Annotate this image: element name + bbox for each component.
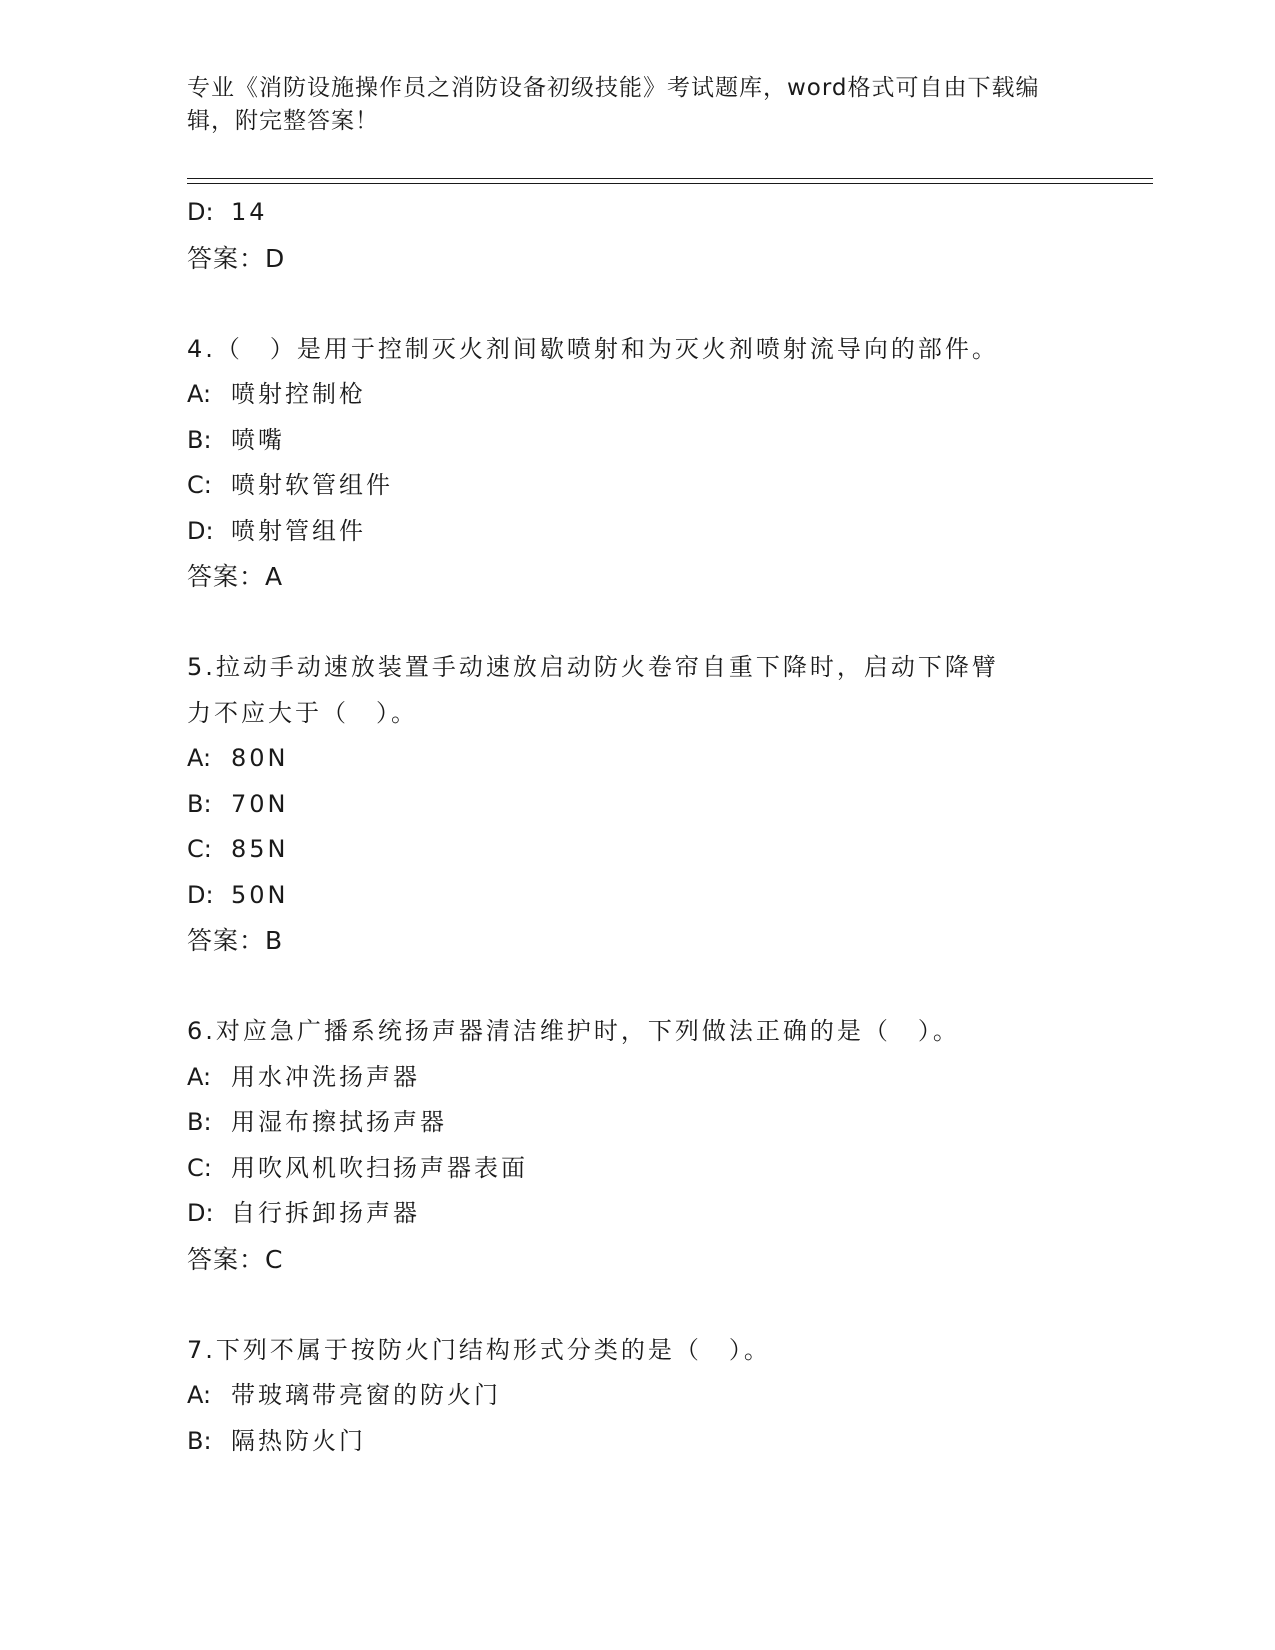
q4-question: 4.（ ）是用于控制灭火剂间歇喷射和为灭火剂喷射流导向的部件。	[187, 334, 999, 363]
q7-option-a: A: 带玻璃带亮窗的防火门	[187, 1381, 501, 1409]
spacer	[187, 964, 1087, 1010]
q6-option-b: B: 用湿布擦拭扬声器	[187, 1108, 447, 1136]
spacer	[187, 1282, 1087, 1328]
q3-option-d: D: 14	[187, 198, 268, 226]
q6-answer: 答案：C	[187, 1244, 284, 1274]
q4-option-a: A: 喷射控制枪	[187, 380, 366, 408]
q3-answer: 答案：D	[187, 243, 286, 273]
q6-option-c: C: 用吹风机吹扫扬声器表面	[187, 1153, 528, 1182]
q4-option-b: B: 喷嘴	[187, 425, 285, 454]
q5-question-line2: 力不应大于（ ）。	[187, 698, 418, 727]
q4-option-c: C: 喷射软管组件	[187, 471, 393, 499]
q4-option-d: D: 喷射管组件	[187, 516, 366, 545]
document-header: 专业《消防设施操作员之消防设备初级技能》考试题库，word格式可自由下载编辑，附完整答案！	[187, 75, 1040, 134]
spacer	[187, 281, 1087, 327]
q4-answer: 答案：A	[187, 562, 284, 591]
header-divider-bottom	[187, 183, 1153, 184]
q5-option-b: B: 70N	[187, 789, 289, 818]
q6-option-d: D: 自行拆卸扬声器	[187, 1199, 420, 1227]
q5-question-line1: 5.拉动手动速放装置手动速放启动防火卷帘自重下降时，启动下降臂	[187, 653, 999, 681]
q5-option-d: D: 50N	[187, 880, 289, 909]
q5-option-c: C: 85N	[187, 835, 289, 863]
q5-option-a: A: 80N	[187, 744, 289, 772]
q7-question: 7.下列不属于按防火门结构形式分类的是（ ）。	[187, 1335, 771, 1364]
question-list	[187, 190, 1087, 1464]
q5-answer: 答案：B	[187, 926, 284, 955]
header-divider-top	[187, 178, 1153, 179]
q6-option-a: A: 用水冲洗扬声器	[187, 1062, 420, 1091]
q7-option-b: B: 隔热防火门	[187, 1426, 366, 1455]
spacer	[187, 600, 1087, 646]
q6-question: 6.对应急广播系统扬声器清洁维护时，下列做法正确的是（ ）。	[187, 1017, 960, 1045]
